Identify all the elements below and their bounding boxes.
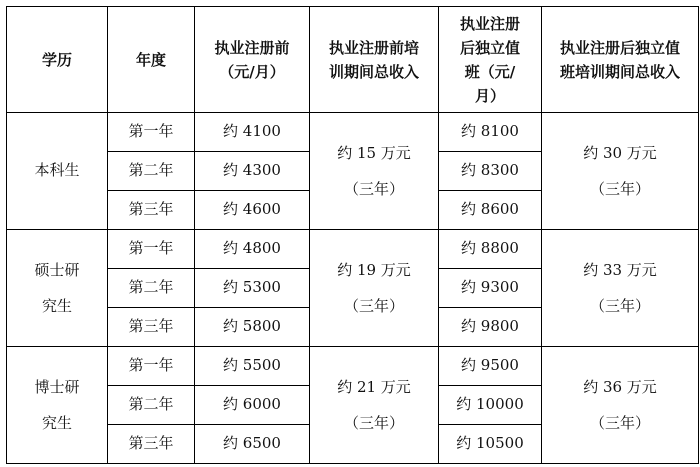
table-header-row [7,7,699,113]
before-total-cell: 约 15 万元 （三年） [310,113,439,230]
before-monthly-cell: 约 4600 [195,191,310,230]
salary-table [6,6,699,464]
after-monthly-cell: 约 9300 [439,269,542,308]
year-cell: 第一年 [108,347,195,386]
degree-cell: 博士研 究生 [7,347,108,464]
year-cell: 第一年 [108,113,195,152]
year-cell: 第一年 [108,230,195,269]
after-monthly-cell: 约 10500 [439,425,542,464]
after-monthly-cell: 约 10000 [439,386,542,425]
header-after-total: 执业注册后独立值 班培训期间总收入 [542,7,699,113]
table-row [7,347,699,386]
after-monthly-cell: 约 9800 [439,308,542,347]
before-monthly-cell: 约 5800 [195,308,310,347]
before-monthly-cell: 约 5300 [195,269,310,308]
degree-cell: 本科生 [7,113,108,230]
header-year: 年度 [108,7,195,113]
year-cell: 第三年 [108,191,195,230]
degree-cell: 硕士研 究生 [7,230,108,347]
header-before-total: 执业注册前培 训期间总收入 [310,7,439,113]
after-monthly-cell: 约 9500 [439,347,542,386]
year-cell: 第二年 [108,386,195,425]
after-monthly-cell: 约 8300 [439,152,542,191]
after-total-cell: 约 30 万元 （三年） [542,113,699,230]
after-monthly-cell: 约 8800 [439,230,542,269]
before-monthly-cell: 约 5500 [195,347,310,386]
header-after-monthly: 执业注册 后独立值 班（元/ 月） [439,7,542,113]
year-cell: 第三年 [108,425,195,464]
after-monthly-cell: 约 8100 [439,113,542,152]
year-cell: 第二年 [108,269,195,308]
header-before-monthly: 执业注册前 （元/月） [195,7,310,113]
after-total-cell: 约 33 万元 （三年） [542,230,699,347]
before-monthly-cell: 约 4800 [195,230,310,269]
table-row [7,230,699,269]
year-cell: 第二年 [108,152,195,191]
before-monthly-cell: 约 6500 [195,425,310,464]
before-monthly-cell: 约 4300 [195,152,310,191]
before-total-cell: 约 21 万元 （三年） [310,347,439,464]
header-degree: 学历 [7,7,108,113]
after-monthly-cell: 约 8600 [439,191,542,230]
before-total-cell: 约 19 万元 （三年） [310,230,439,347]
before-monthly-cell: 约 4100 [195,113,310,152]
before-monthly-cell: 约 6000 [195,386,310,425]
after-total-cell: 约 36 万元 （三年） [542,347,699,464]
year-cell: 第三年 [108,308,195,347]
table-row [7,113,699,152]
salary-table-container [6,6,699,464]
